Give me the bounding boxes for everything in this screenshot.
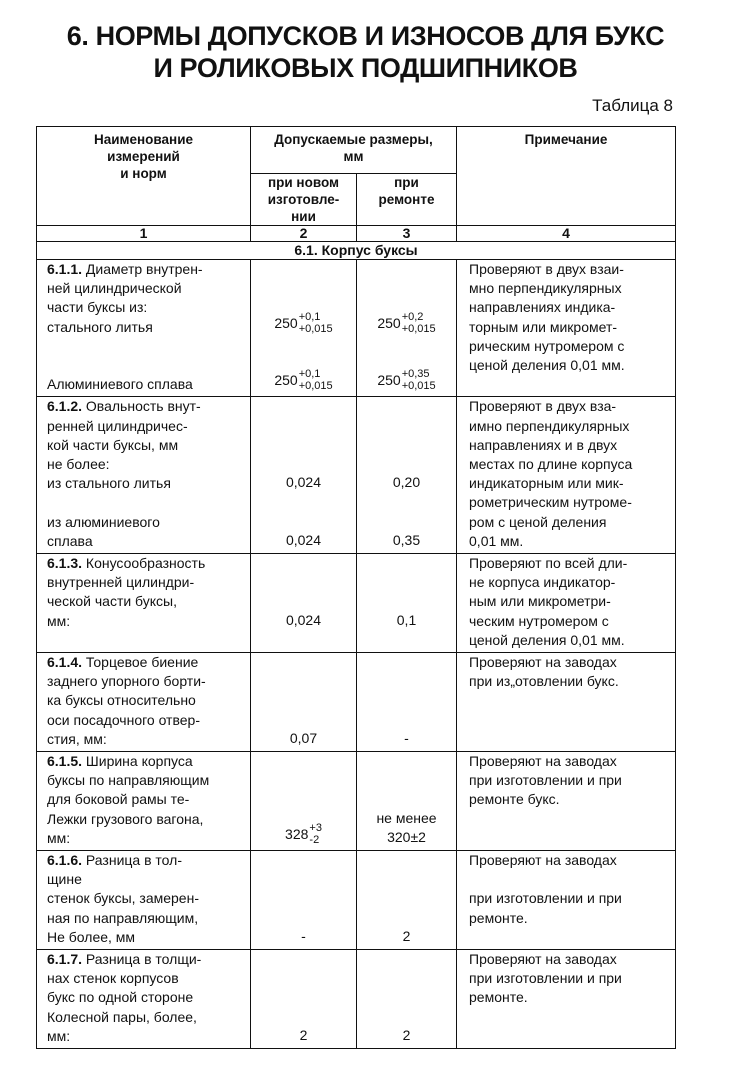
note-line: местах по длине корпуса [469, 455, 633, 472]
title-line-2: И РОЛИКОВЫХ ПОДШИПНИКОВ [153, 53, 578, 83]
name-line [47, 279, 247, 298]
name-text: Разница в тол- [82, 851, 182, 868]
name-line [47, 771, 247, 790]
table-row [37, 751, 676, 850]
tolerance-lower: +0,015 [401, 322, 436, 335]
table-label: Таблица 8 [592, 96, 673, 115]
measurement-name [37, 652, 251, 751]
name-line [47, 554, 247, 573]
row-note [457, 397, 676, 554]
table-row [37, 397, 676, 554]
value-repair [357, 751, 457, 850]
value-tolerance [402, 368, 436, 392]
measure-value: 0,07 [289, 729, 318, 746]
name-text: внутренней цилиндри- [47, 574, 195, 591]
name-line [47, 532, 247, 551]
measure-value [251, 368, 356, 392]
name-line [47, 573, 247, 592]
name-line [47, 318, 247, 337]
name-text: Не более, мм [47, 928, 136, 945]
name-line [47, 870, 247, 889]
name-line [47, 928, 247, 947]
name-line [47, 493, 247, 512]
measurement-code: 6.1.5. [47, 752, 83, 769]
name-line [47, 1027, 247, 1046]
row-note [457, 751, 676, 850]
name-text: мм: [47, 612, 71, 629]
value-new [251, 949, 357, 1048]
value-new [251, 260, 357, 397]
value-tolerance [309, 822, 322, 846]
name-line [47, 790, 247, 809]
name-text: стального литья [47, 318, 153, 335]
name-text: Колесной пары, более, [47, 1008, 197, 1025]
name-line [47, 337, 247, 356]
measure-value: 0,024 [285, 474, 322, 491]
name-text: из алюминиевого [47, 513, 160, 530]
name-text: букс по одной стороне [47, 989, 194, 1006]
name-line [47, 592, 247, 611]
name-text: Лежки грузового вагона, [47, 810, 204, 827]
measure-value: - [301, 927, 306, 944]
name-line [47, 653, 247, 672]
name-text: для боковой рамы те- [47, 791, 190, 808]
name-line [47, 988, 247, 1007]
name-line [47, 730, 247, 749]
tolerance-upper: +0,35 [401, 368, 430, 381]
tolerance-lower: -2 [309, 833, 320, 846]
name-line [47, 397, 247, 416]
name-text: Овальность внут- [82, 398, 201, 415]
note-line: при изготовлении и при [469, 890, 622, 907]
note-line: направлениях и в двух [469, 436, 618, 453]
name-line [47, 672, 247, 691]
note-line: рическим нутромером с [469, 337, 625, 354]
measurement-code: 6.1.6. [47, 851, 83, 868]
name-line [47, 752, 247, 771]
name-text: ная по направляющим, [47, 909, 199, 926]
name-line [47, 691, 247, 710]
note-line: Проверяют в двух взаи- [469, 261, 624, 277]
name-line [47, 513, 247, 532]
measurement-code: 6.1.2. [47, 398, 83, 415]
value-new [251, 553, 357, 652]
name-line [47, 356, 247, 375]
name-text: кой части буксы, мм [47, 436, 179, 453]
name-text: Диаметр внутрен- [82, 261, 203, 277]
name-line [47, 810, 247, 829]
note-line: ремонте букс. [469, 791, 560, 808]
name-text: Разница в толщи- [82, 950, 202, 967]
note-line: ремонте. [469, 989, 528, 1006]
value-new [251, 850, 357, 949]
tolerance-upper: +0,1 [298, 310, 321, 323]
measure-value: 2 [299, 1026, 308, 1043]
name-line [47, 889, 247, 908]
name-text: стия, мм: [47, 730, 107, 747]
measurement-name [37, 850, 251, 949]
measure-value: - [404, 729, 409, 746]
note-line: Проверяют на заводах [469, 851, 617, 868]
note-line: не корпуса индикатор- [469, 574, 616, 591]
value-new [251, 397, 357, 554]
tolerance-lower: +0,015 [298, 322, 333, 335]
value-repair [357, 949, 457, 1048]
row-note [457, 850, 676, 949]
value-tolerance [402, 311, 436, 335]
column-number: 4 [457, 226, 676, 242]
value-tolerance [299, 368, 333, 392]
name-text: буксы по направляющим [47, 772, 210, 789]
row-note [457, 652, 676, 751]
note-line: Проверяют на заводах [469, 950, 617, 967]
name-line [47, 298, 247, 317]
name-line [47, 375, 247, 394]
name-line [47, 1008, 247, 1027]
name-text: Ширина корпуса [82, 752, 193, 769]
name-text: ка буксы относительно [47, 692, 196, 709]
name-line [47, 950, 247, 969]
value-base: 328 [285, 825, 309, 842]
column-number: 1 [37, 226, 251, 242]
section-title: 6.1. Корпус буксы [37, 242, 676, 260]
title-line-1: 6. НОРМЫ ДОПУСКОВ И ИЗНОСОВ ДЛЯ БУКС [66, 21, 665, 51]
name-line [47, 417, 247, 436]
note-line: направлениях индика- [469, 299, 616, 316]
name-text: оси посадочного отвер- [47, 711, 200, 728]
measurement-code: 6.1.4. [47, 653, 83, 670]
tolerance-lower: +0,015 [401, 380, 436, 393]
column-numbers-row [37, 226, 676, 242]
tolerance-table [36, 126, 676, 1049]
measure-value: не менее [376, 809, 437, 826]
measure-value: 0,024 [285, 531, 322, 548]
name-text: части буксы из: [47, 299, 148, 316]
row-note [457, 949, 676, 1048]
measure-value: 0,024 [285, 611, 322, 628]
column-number: 2 [251, 226, 357, 242]
name-text: мм: [47, 1027, 71, 1044]
measure-value [251, 822, 356, 846]
table-row [37, 260, 676, 397]
note-line: 0,01 мм. [469, 532, 524, 549]
table-row [37, 553, 676, 652]
name-line [47, 851, 247, 870]
header-new: при новом изготовле- нии [251, 174, 357, 226]
note-line: ценой деления 0,01 мм. [469, 631, 625, 648]
note-line: при из„отовлении букс. [469, 673, 619, 690]
measure-value: 2 [402, 927, 411, 944]
tolerance-upper: +3 [309, 821, 322, 834]
measure-value: 2 [402, 1026, 411, 1043]
name-text: Алюминиевого сплава [47, 376, 193, 393]
name-text: щине [47, 871, 82, 888]
name-text: ческой части буксы, [47, 593, 178, 610]
name-line [47, 969, 247, 988]
value-repair [357, 397, 457, 554]
name-line [47, 455, 247, 474]
name-text: из стального литья [47, 475, 171, 492]
name-line [47, 829, 247, 848]
table-row [37, 949, 676, 1048]
note-line: ром с ценой деления [469, 513, 607, 530]
note-line: имно перпендикулярных [469, 417, 630, 434]
name-text: Конусообразность [82, 554, 206, 571]
name-line [47, 909, 247, 928]
measurement-name [37, 553, 251, 652]
row-note [457, 553, 676, 652]
value-repair [357, 652, 457, 751]
value-base: 250 [274, 314, 298, 331]
header-name: Наименование измерений и норм [37, 127, 251, 226]
name-text: заднего упорного борти- [47, 673, 206, 690]
name-text: нах стенок корпусов [47, 970, 179, 987]
measure-value [251, 311, 356, 335]
name-line [47, 711, 247, 730]
table-row [37, 652, 676, 751]
table-row [37, 850, 676, 949]
value-repair [357, 260, 457, 397]
note-line: при изготовлении и при [469, 772, 622, 789]
tolerance-lower: +0,015 [298, 380, 333, 393]
measure-value [357, 311, 456, 335]
name-text: не более: [47, 455, 110, 472]
note-line: Проверяют на заводах [469, 653, 617, 670]
name-line [47, 436, 247, 455]
header-note: Примечание [457, 127, 676, 226]
measurement-name [37, 397, 251, 554]
note-line: ным или микрометри- [469, 593, 611, 610]
value-new [251, 751, 357, 850]
note-line: ческим нутромером с [469, 612, 609, 629]
note-line: Проверяют на заводах [469, 752, 617, 769]
name-text: ней цилиндрической [47, 280, 182, 297]
name-line [47, 474, 247, 493]
value-tolerance [299, 311, 333, 335]
value-base: 250 [377, 372, 401, 389]
column-number: 3 [357, 226, 457, 242]
header-repair: при ремонте [357, 174, 457, 226]
tolerance-upper: +0,2 [401, 310, 424, 323]
header-allowed-sizes: Допускаемые размеры, мм [251, 127, 457, 174]
name-text: сплава [47, 532, 93, 549]
name-text: ренней цилиндричес- [47, 417, 188, 434]
note-line: ценой деления 0,01 мм. [469, 356, 625, 373]
value-new [251, 652, 357, 751]
measure-value: 320±2 [387, 828, 426, 845]
value-base: 250 [274, 372, 298, 389]
name-line [47, 612, 247, 631]
measurement-code: 6.1.7. [47, 950, 83, 967]
measurement-name [37, 260, 251, 397]
note-line: индикаторным или мик- [469, 475, 624, 492]
name-text: Торцевое биение [82, 653, 199, 670]
measure-value: 0,20 [392, 474, 421, 491]
measure-value [357, 368, 456, 392]
note-line: ремонте. [469, 909, 528, 926]
measurement-name [37, 751, 251, 850]
note-line: Проверяют в двух вза- [469, 398, 617, 415]
name-line [47, 260, 247, 279]
value-repair [357, 850, 457, 949]
row-note [457, 260, 676, 397]
note-line: мно перпендикулярных [469, 280, 622, 297]
value-repair [357, 553, 457, 652]
page-title [0, 20, 731, 84]
measurement-code: 6.1.1. [47, 261, 83, 277]
note-line [469, 870, 672, 889]
name-text: стенок буксы, замерен- [47, 890, 199, 907]
measure-value: 0,35 [392, 531, 421, 548]
measurement-code: 6.1.3. [47, 554, 83, 571]
note-line: торным или микромет- [469, 318, 618, 335]
measure-value: 0,1 [396, 611, 417, 628]
note-line: Проверяют по всей дли- [469, 554, 628, 571]
measurement-name [37, 949, 251, 1048]
note-line: при изготовлении и при [469, 970, 622, 987]
value-base: 250 [377, 314, 401, 331]
name-text: мм: [47, 829, 71, 846]
tolerance-upper: +0,1 [298, 368, 321, 381]
note-line: рометрическим нутроме- [469, 494, 632, 511]
